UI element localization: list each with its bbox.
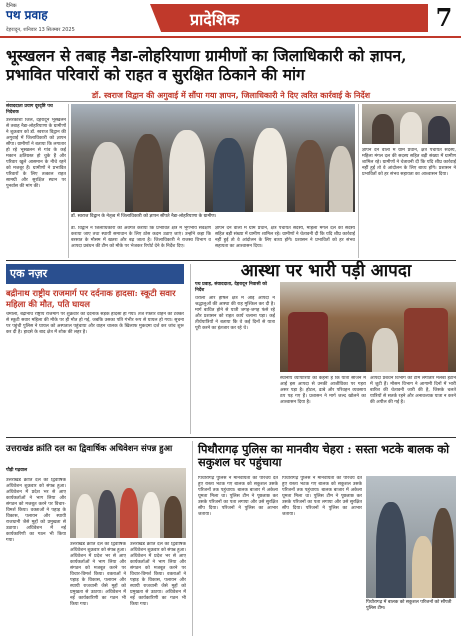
photo-person [169, 130, 205, 212]
photo-person [329, 146, 353, 212]
story2-body-1: धराली और हर्षिल क्षेत्र में आई आपदा ने श्रद्धालुओं की आस्था की राह मुश्किल कर दी है। मार्ग बाधित होने से यात्री जगह-जगह फंसे रहे और प्रशासन को राहत कार्य चलाना पड़ा। कई तीर्थयात्रियों ने बताया कि वे कई दिनों से यात्रा पूरी करने का इंतजार कर रहे थे। [195, 296, 275, 331]
lead-column-3: ज्ञापन देने वालों में ग्राम प्रधान, क्षेत्र पंचायत सदस्य, महिला मंगल दल की सदस्य सहित बड़ी संख्या में ग्रामीण शामिल रहे। ग्रामीणों ने चेतावनी दी कि यदि शीघ्र कार्रवाई नहीं हुई तो वे आंदोलन के लिए बाध्य होंगे। प्रशासन ने प्रभावितों को हर संभव सहायता का आश्वासन दिया। [215, 226, 355, 249]
photo-person [340, 332, 366, 372]
lead-column-2: डॉ. विद्वान ने जिलाधिकारी को अवगत कराया कि प्रभावित क्षेत्र में भूगर्भीय सर्वेक्षण कराया जाए तथा स्थायी समाधान के लिए ठोस कदम उठाए जाएं। उन्होंने कहा कि बरसात के मौसम में खतरा और बढ़ जाता है। जिलाधिकारी ने राजस्व विभाग व आपदा प्रबंधन की टीम को मौके पर भेजकर रिपोर्ट देने के निर्देश दिए। [71, 226, 211, 249]
photo-person [432, 508, 454, 598]
section-title: प्रादेशिक [190, 10, 240, 29]
logo-title: पथ प्रवाह [6, 8, 48, 22]
photo-person [120, 488, 138, 538]
page-number: 7 [435, 3, 453, 32]
logo-tagline: दैनिक [6, 3, 17, 9]
photo-person [91, 142, 125, 212]
section-divider [6, 437, 456, 438]
box-story-headline: बद्रीनाथ राष्ट्रीय राजमार्ग पर दर्दनाक हादसा: स्कूटी सवार महिला की मौत, पति घायल [6, 288, 176, 309]
photo-person [372, 114, 394, 144]
story3-photo [70, 468, 186, 538]
story4-body-2: पिथौरागढ़ पुलिस ने मानवीयता का परिचय देते हुए रास्ता भटक गए बालक को सकुशल उसके परिजनों तक पहुंचाया। बालक बाजार में अकेला घूमता मिला था। पुलिस टीम ने पूछताछ कर उसके परिजनों का पता लगाया और उसे सुरक्षित सौंप दिया। परिजनों ने पुलिस का आभार जताया। [282, 476, 362, 517]
lead-column-4: ज्ञापन देने वालों में ग्राम प्रधान, क्षेत्र पंचायत सदस्य, महिला मंगल दल की सदस्य सहित बड़ी संख्या में ग्रामीण शामिल रहे। ग्रामीणों ने चेतावनी दी कि यदि शीघ्र कार्रवाई नहीं हुई तो वे आंदोलन के लिए बाध्य होंगे। प्रशासन ने प्रभावितों को हर संभव सहायता का आश्वासन दिया। [362, 148, 456, 177]
photo-police-officer [376, 502, 406, 598]
column-rule [190, 264, 191, 434]
story3-body-3: उत्तराखंड क्रांति दल का द्विवार्षिक अधिवेशन शुक्रवार को संपन्न हुआ। अधिवेशन में प्रदेश भर से आए कार्यकर्ताओं ने भाग लिया और संगठन को मजबूत करने पर विचार-विमर्श किया। वक्ताओं ने पहाड़ के विकास, पलायन और स्थायी राजधानी जैसे मुद्दों को प्रमुखता से उठाया। अधिवेशन में नई कार्यकारिणी का गठन भी किया गया। [130, 542, 186, 607]
edition-date: देहरादून, शनिवार 13 सितम्बर 2025 [6, 27, 75, 33]
photo-building [288, 312, 328, 372]
photo-person [428, 116, 450, 144]
photo-person [133, 134, 163, 212]
photo-person [164, 496, 182, 538]
story2-headline: आस्था पर भारी पड़ी आपदा [240, 261, 412, 281]
story4-photo [366, 476, 456, 598]
lead-column-1: उत्तरकाशी जिले, देहरादून भूस्खलन से तबाह नैडा-लोहरियाणा के ग्रामीणों ने शुक्रवार को डॉ. स्वराज विद्वान की अगुवाई में जिलाधिकारी को ज्ञापन सौंपा। ग्रामीणों ने बताया कि लगातार हो रहे भूस्खलन से गांव के कई मकान क्षतिग्रस्त हो चुके हैं और परिवार खुले आसमान के नीचे रहने को मजबूर हैं। ग्रामीणों ने प्रभावित परिवारों के लिए तत्काल राहत सामग्री और सुरक्षित स्थान पर पुनर्वास की मांग की। [6, 118, 66, 189]
lead-headline: भूस्खलन से तबाह नैडा-लोहरियाणा ग्रामीणों का जिलाधिकारी को ज्ञापन, प्रभावित परिवारों को राहत व सुरक्षित ठिकाने की मांग [6, 46, 407, 84]
photo-person [76, 494, 94, 538]
story2-body-3: आपदा प्रबंधन विभाग की टीमें लगातार मलबा हटाने में जुटी हैं। मौसम विभाग ने आगामी दिनों में भारी बारिश की चेतावनी जारी की है, जिसके चलते यात्रियों से सतर्क रहने और अनावश्यक यात्रा न करने की अपील की गई है। [370, 376, 456, 405]
lead-photo-caption: डॉ. स्वराज विद्वान के नेतृत्व में जिलाधिकारी को ज्ञापन सौंपते नैडा-लोहरियाणा के ग्रामीण। [71, 214, 355, 220]
story4-body-1: पिथौरागढ़ पुलिस ने मानवीयता का परिचय देते हुए रास्ता भटक गए बालक को सकुशल उसके परिजनों तक पहुंचाया। बालक बाजार में अकेला घूमता मिला था। पुलिस टीम ने पूछताछ कर उसके परिजनों का पता लगाया और उसे सुरक्षित सौंप दिया। परिजनों ने पुलिस का आभार जताया। [198, 476, 278, 517]
column-rule [192, 441, 193, 636]
photo-person [295, 140, 325, 212]
photo-person [213, 138, 245, 212]
lead-subheadline: डॉ. स्वराज विद्वान की अगुवाई में सौंपा गया ज्ञापन, जिलाधिकारी ने दिए त्वरित कार्रवाई के निर्देश [91, 91, 371, 100]
lead-photo [71, 104, 355, 212]
photo-person [400, 112, 422, 144]
story3-headline: उत्तराखंड क्रांति दल का द्विवार्षिक अधिवेशन संपन्न हुआ [6, 443, 173, 453]
column-rule [68, 104, 69, 258]
photo-child [412, 536, 434, 598]
story4-headline: पिथौरागढ़ पुलिस का मानवीय चेहरा : सस्ता भटके बालक को सकुशल घर पहुंचाया [198, 442, 450, 469]
photo-person [372, 328, 398, 372]
lead-byline: संवाददाता प्रयाग दूरदृष्टि पथ निदेशक [6, 104, 53, 115]
story2-body-2: स्थानीय व्यापारियों का कहना है कि यात्रा सीजन में आई इस आपदा से उनकी आजीविका पर गहरा असर पड़ा है। होटल, ढाबे और परिवहन व्यवसाय ठप पड़ गए हैं। प्रशासन ने मार्ग जल्द खोलने का आश्वासन दिया है। [280, 376, 366, 405]
story2-byline: पथ प्रवाह, संवाददाता, देहरादून निवासी को निर्देश [195, 282, 267, 293]
story2-photo [280, 282, 456, 372]
photo-building [404, 308, 448, 372]
divider [6, 101, 456, 102]
side-photo [362, 104, 456, 144]
story3-body-2: उत्तराखंड क्रांति दल का द्विवार्षिक अधिवेशन शुक्रवार को संपन्न हुआ। अधिवेशन में प्रदेश भर से आए कार्यकर्ताओं ने भाग लिया और संगठन को मजबूत करने पर विचार-विमर्श किया। वक्ताओं ने पहाड़ के विकास, पलायन और स्थायी राजधानी जैसे मुद्दों को प्रमुखता से उठाया। अधिवेशन में नई कार्यकारिणी का गठन भी किया गया। [70, 542, 126, 607]
story3-body: उत्तराखंड क्रांति दल का द्विवार्षिक अधिवेशन शुक्रवार को संपन्न हुआ। अधिवेशन में प्रदेश भर से आए कार्यकर्ताओं ने भाग लिया और संगठन को मजबूत करने पर विचार-विमर्श किया। वक्ताओं ने पहाड़ के विकास, पलायन और स्थायी राजधानी जैसे मुद्दों को प्रमुखता से उठाया। अधिवेशन में नई कार्यकारिणी का गठन भी किया गया। [6, 478, 66, 543]
news-box-label: एक नज़र [10, 267, 48, 280]
photo-person [98, 490, 116, 538]
column-rule [358, 104, 359, 258]
photo-person [142, 492, 160, 538]
masthead [0, 0, 461, 38]
newspaper-logo [6, 3, 64, 25]
box-story-body: चमोली, बद्रीनाथ राष्ट्रीय राजमार्ग पर शुक्रवार को दर्दनाक सड़क हादसा हो गया। तेज रफ्तार वाहन की टक्कर से स्कूटी सवार महिला की मौके पर ही मौत हो गई, जबकि उसका पति गंभीर रूप से घायल हो गया। सूचना पर पहुंची पुलिस ने घायल को अस्पताल पहुंचाया और वाहन चालक के खिलाफ मुकदमा दर्ज कर जांच शुरू कर दी है। हादसे के बाद क्षेत्र में शोक की लहर है। [6, 312, 184, 335]
story3-byline: पौड़ी गढ़वाल [6, 468, 28, 473]
story4-photo-caption: पिथौरागढ़ में बालक को सकुशल परिजनों को सौंपती पुलिस टीम। [366, 600, 456, 611]
photo-person [253, 128, 287, 212]
